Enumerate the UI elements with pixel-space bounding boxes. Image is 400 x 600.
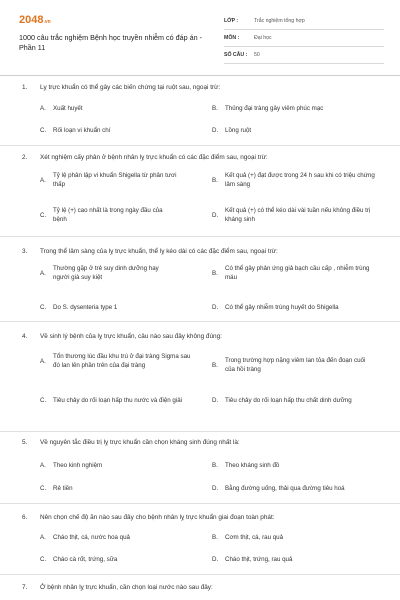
question-stem: Xét nghiệm cấy phân ở bệnh nhân lỵ trực khuẩn có các đặc điểm sau, ngoại trừ: bbox=[40, 154, 268, 161]
option-letter: C. bbox=[40, 304, 47, 311]
meta-row-count bbox=[224, 47, 384, 64]
option-text: Tổn thương lúc đầu khu trú ở đại tràng Sigma sau đó lan lên phần trên của đại tràng bbox=[53, 353, 191, 369]
question-text bbox=[22, 83, 372, 92]
question-text bbox=[22, 332, 372, 341]
meta-row-class bbox=[224, 13, 384, 30]
option-text: Cháo thịt, cá, nước hoa quả bbox=[53, 534, 130, 541]
answer-option[interactable] bbox=[40, 533, 203, 542]
option-letter: D. bbox=[212, 304, 219, 311]
meta-value: Đại học bbox=[254, 35, 272, 41]
option-text: Có thể gây phản ứng giả bạch cầu cấp , nhiễm trùng máu bbox=[225, 265, 370, 281]
option-letter: D. bbox=[212, 211, 219, 219]
option-text: Theo kinh nghiệm bbox=[53, 462, 103, 469]
answer-option[interactable] bbox=[40, 126, 203, 135]
option-letter: A. bbox=[40, 462, 46, 469]
option-letter: C. bbox=[40, 127, 47, 134]
question-text bbox=[22, 153, 372, 162]
question-text bbox=[22, 247, 372, 256]
question-number: 1. bbox=[22, 84, 28, 91]
meta-label: MÔN : bbox=[224, 35, 240, 41]
option-text: Trong trường hợp nặng viêm lan tỏa đến đoạn cuối của hồi tràng bbox=[225, 357, 366, 373]
option-text: Tiêu chảy do rối loạn hấp thu nước và điện giải bbox=[53, 397, 183, 404]
logo-main: 2048 bbox=[19, 14, 44, 26]
option-letter: B. bbox=[212, 361, 218, 369]
answer-option[interactable] bbox=[212, 356, 370, 374]
question-stem: Nên chọn chế độ ăn nào sau đây cho bệnh nhân lỵ trực khuẩn giai đoạn toàn phát: bbox=[40, 514, 275, 521]
option-text: Kết quả (+) đạt được trong 24 h sau khi có triệu chứng lâm sàng bbox=[225, 172, 375, 188]
option-text: Lồng ruột bbox=[225, 127, 252, 134]
answer-option[interactable] bbox=[40, 104, 203, 113]
document-title: 1000 câu trắc nghiệm Bệnh học truyền nhiễm có đáp án - Phần 11 bbox=[19, 33, 202, 52]
question-stem: Ở bệnh nhân lỵ trực khuẩn, cần chọn loại nước nào sau đây: bbox=[40, 584, 213, 591]
question-text bbox=[22, 583, 372, 592]
option-letter: C. bbox=[40, 211, 47, 219]
meta-value: Trắc nghiệm tổng hợp bbox=[254, 18, 305, 24]
logo-suffix: .vn bbox=[43, 19, 51, 25]
answer-option[interactable] bbox=[212, 396, 360, 405]
question-item bbox=[0, 242, 400, 322]
question-stem: Về sinh lý bệnh của lỵ trực khuẩn, câu nào sau đây không đúng: bbox=[40, 333, 222, 340]
option-text: Tỷ lệ (+) cao nhất là trong ngày đầu của bệnh bbox=[53, 207, 163, 223]
option-text: Tiêu chảy do rối loạn hấp thu chất dinh dưỡng bbox=[225, 397, 352, 404]
answer-option[interactable] bbox=[40, 303, 203, 312]
option-text: Cơm thịt, cá, rau quả bbox=[225, 534, 284, 541]
option-text: Bằng đường uống, thải qua đường tiêu hoá bbox=[225, 485, 345, 492]
answer-option[interactable] bbox=[212, 264, 370, 282]
header-divider bbox=[0, 75, 400, 76]
meta-value: 50 bbox=[254, 52, 260, 58]
answer-option[interactable] bbox=[212, 461, 375, 470]
site-logo[interactable] bbox=[19, 14, 51, 26]
answer-option[interactable] bbox=[40, 484, 203, 493]
question-number: 6. bbox=[22, 514, 28, 521]
option-letter: C. bbox=[40, 556, 47, 563]
option-letter: D. bbox=[212, 556, 219, 563]
meta-label: SỐ CÂU : bbox=[224, 52, 248, 58]
option-letter: A. bbox=[40, 105, 46, 112]
option-text: Kết quả (+) có thể kéo dài vài tuần nếu không điều trị kháng sinh bbox=[225, 207, 371, 223]
question-item bbox=[0, 580, 400, 600]
question-stem: Về nguyên tắc điều trị lỵ trực khuẩn cần chọn kháng sinh đúng nhất là: bbox=[40, 439, 240, 446]
question-stem: Lỵ trực khuẩn có thể gây các biến chứng tại ruột sau, ngoại trừ: bbox=[40, 84, 221, 91]
answer-option[interactable] bbox=[212, 484, 395, 493]
option-letter: D. bbox=[212, 127, 219, 134]
option-text: Cháo thịt, trứng, rau quả bbox=[225, 556, 293, 563]
meta-table bbox=[224, 13, 384, 64]
question-text bbox=[22, 513, 372, 522]
answer-option[interactable] bbox=[212, 533, 375, 542]
question-item bbox=[0, 150, 400, 237]
answer-option[interactable] bbox=[212, 555, 375, 564]
option-letter: C. bbox=[40, 397, 47, 404]
document-header bbox=[0, 0, 400, 72]
option-letter: B. bbox=[212, 176, 218, 184]
option-text: Xuất huyết bbox=[53, 105, 83, 112]
answer-option[interactable] bbox=[40, 264, 173, 282]
answer-option[interactable] bbox=[40, 352, 193, 370]
answer-option[interactable] bbox=[212, 303, 375, 312]
option-letter: A. bbox=[40, 357, 46, 365]
question-number: 3. bbox=[22, 248, 28, 255]
option-letter: C. bbox=[40, 485, 47, 492]
question-text bbox=[22, 438, 372, 447]
option-letter: B. bbox=[212, 534, 218, 541]
question-number: 7. bbox=[22, 584, 28, 591]
option-letter: B. bbox=[212, 105, 218, 112]
answer-option[interactable] bbox=[212, 171, 375, 189]
option-text: Cháo cà rốt, trứng, sữa bbox=[53, 556, 118, 563]
option-text: Thường gặp ở trẻ suy dinh dưỡng hay người già suy kiệt bbox=[53, 265, 159, 281]
option-letter: D. bbox=[212, 485, 219, 492]
answer-option[interactable] bbox=[212, 104, 375, 113]
answer-option[interactable] bbox=[40, 555, 203, 564]
option-text: Thủng đại tràng gây viêm phúc mạc bbox=[225, 105, 324, 112]
answer-option[interactable] bbox=[212, 206, 375, 224]
option-letter: D. bbox=[212, 397, 219, 404]
question-item bbox=[0, 80, 400, 146]
answer-option[interactable] bbox=[40, 206, 178, 224]
question-stem: Trong thể lâm sàng của lỵ trực khuẩn, thể lỵ kéo dài có các đặc điểm sau, ngoại trừ: bbox=[40, 248, 278, 255]
meta-row-subject bbox=[224, 30, 384, 47]
option-letter: A. bbox=[40, 269, 46, 277]
question-number: 5. bbox=[22, 439, 28, 446]
answer-option[interactable] bbox=[40, 171, 178, 189]
option-text: Rối loạn vi khuẩn chí bbox=[53, 127, 111, 134]
question-number: 2. bbox=[22, 154, 28, 161]
question-number: 4. bbox=[22, 333, 28, 340]
option-letter: A. bbox=[40, 534, 46, 541]
question-item bbox=[0, 510, 400, 575]
option-letter: B. bbox=[212, 269, 218, 277]
answer-option[interactable] bbox=[212, 126, 375, 135]
option-text: Tỷ lệ phân lập vi khuẩn Shigella từ phân tươi thấp bbox=[53, 172, 177, 188]
answer-option[interactable] bbox=[40, 461, 203, 470]
option-text: Do S. dysenteria type 1 bbox=[53, 304, 118, 311]
question-item bbox=[0, 435, 400, 504]
answer-option[interactable] bbox=[40, 396, 193, 405]
option-text: Theo kháng sinh đồ bbox=[225, 462, 280, 469]
option-letter: A. bbox=[40, 176, 46, 184]
option-letter: B. bbox=[212, 462, 218, 469]
question-item bbox=[0, 329, 400, 432]
option-text: Có thể gây nhiễm trùng huyết do Shigella bbox=[225, 304, 339, 311]
option-text: Rẻ tiền bbox=[53, 485, 73, 492]
meta-label: LỚP : bbox=[224, 18, 239, 24]
